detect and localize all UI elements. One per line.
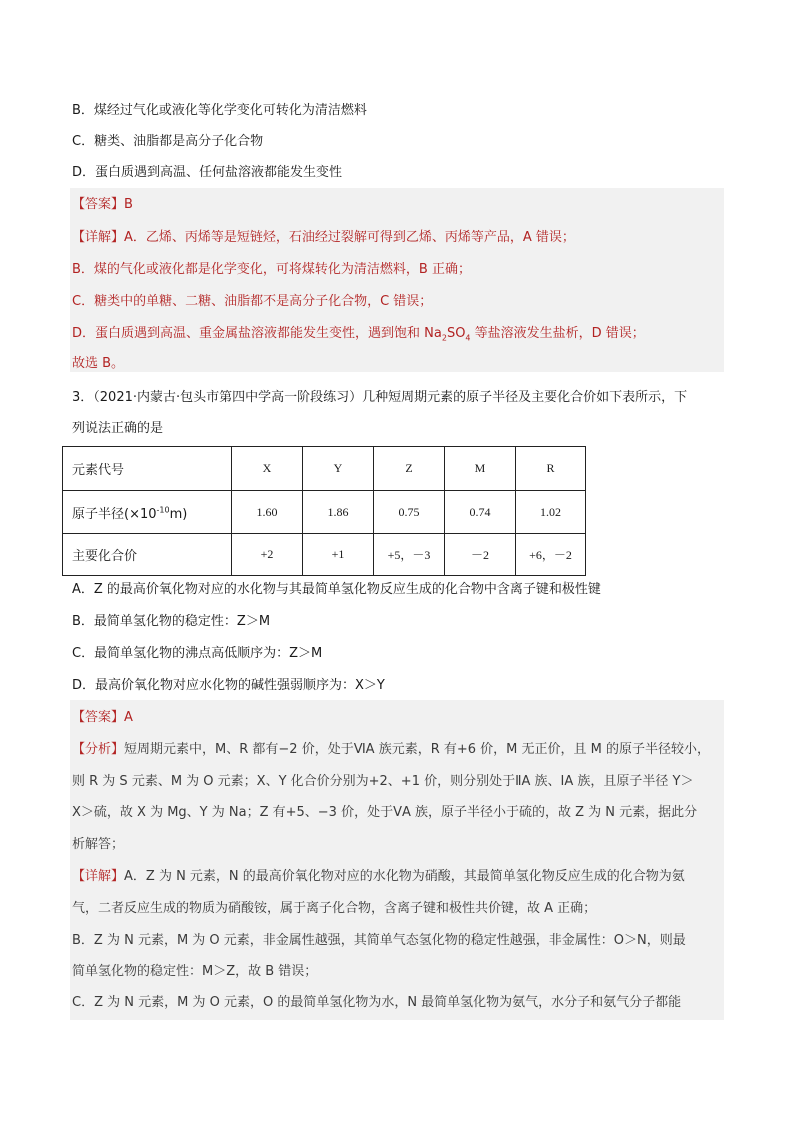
q2-detail-d bbox=[72, 325, 645, 343]
valence-label: 主要化合价 bbox=[63, 534, 232, 576]
q3-detail-l5: C．Z 为 N 元素，M 为 O 元素，O 的最简单氢化物为水，N 最简单氢化物为氨气，水分子和氨气分子都能 bbox=[72, 995, 682, 1010]
table-cell: 0.75 bbox=[374, 491, 445, 534]
analysis-text-1: 短周期元素中，M、R 都有−2 价，处于ⅥA 族元素，R 有+6 价，M 无正价，且 M 的原子半径较小， bbox=[124, 742, 711, 757]
q3-detail-l1 bbox=[72, 868, 685, 886]
answer-tag: 【答案】 bbox=[72, 197, 125, 212]
option-c: C．糖类、油脂都是高分子化合物 bbox=[72, 134, 264, 149]
table-cell: +2 bbox=[232, 534, 303, 576]
detail-d-mid: SO bbox=[446, 326, 466, 341]
detail-d-sub1: 2 bbox=[441, 333, 447, 343]
detail-a-text: A．乙烯、丙烯等是短链烃，石油经过裂解可得到乙烯、丙烯等产品，A 错误； bbox=[124, 230, 575, 245]
q3-analysis-l3: X＞硫，故 X 为 Mg、Y 为 Na；Z 有+5、−3 价，处于ⅤA 族，原子半径小于硫的，故 Z 为 N 元素，据此分 bbox=[72, 805, 698, 820]
table-header-cell: 元素代号 bbox=[63, 447, 232, 491]
table-cell: +5，－3 bbox=[374, 534, 445, 576]
radius-label-pre: 原子半径(×10 bbox=[72, 506, 157, 522]
q3-detail-l2: 气，二者反应生成的物质为硝酸铵，属于离子化合物，含离子键和极性共价键，故 A 正确； bbox=[72, 901, 597, 916]
q2-detail-b: B．煤的气化或液化都是化学变化，可将煤转化为清洁燃料，B 正确； bbox=[72, 262, 471, 277]
table-cell: 1.60 bbox=[232, 491, 303, 534]
table-row bbox=[63, 491, 586, 534]
table-cell: 1.86 bbox=[303, 491, 374, 534]
table-row bbox=[63, 447, 586, 491]
table-header-cell: M bbox=[445, 447, 516, 491]
detail-d-post: 等盐溶液发生盐析，D 错误； bbox=[470, 326, 645, 341]
detail-tag: 【详解】 bbox=[72, 869, 125, 884]
analysis-tag: 【分析】 bbox=[72, 742, 125, 757]
table-header-cell: X bbox=[232, 447, 303, 491]
q2-solution-panel bbox=[70, 188, 724, 372]
table-cell: +1 bbox=[303, 534, 374, 576]
q3-detail-l3: B．Z 为 N 元素，M 为 O 元素，非金属性越强，其简单气态氢化物的稳定性越强，非金属性：O＞N，则最 bbox=[72, 933, 686, 948]
q3-stem-line1: 3．（2021·内蒙古·包头市第四中学高一阶段练习）几种短周期元素的原子半径及主要化合价如下表所示，下 bbox=[72, 390, 688, 405]
answer-value: A bbox=[124, 710, 133, 725]
table-row bbox=[63, 534, 586, 576]
option-b: B．煤经过气化或液化等化学变化可转化为清洁燃料 bbox=[72, 103, 367, 118]
detail-d-sub2: 4 bbox=[465, 333, 471, 343]
table-header-cell: R bbox=[516, 447, 586, 491]
q2-detail-c: C．糖类中的单糖、二糖、油脂都不是高分子化合物，C 错误； bbox=[72, 294, 433, 309]
q3-option-b: B．最简单氢化物的稳定性：Z＞M bbox=[72, 614, 271, 629]
answer-tag: 【答案】 bbox=[72, 710, 125, 725]
element-table bbox=[62, 446, 586, 576]
q3-option-d: D．最高价氧化物对应水化物的碱性强弱顺序为：X＞Y bbox=[72, 678, 385, 693]
table-cell: －2 bbox=[445, 534, 516, 576]
q2-conclusion: 故选 B。 bbox=[72, 356, 125, 371]
q3-option-a: A．Z 的最高价氧化物对应的水化物与其最简单氢化物反应生成的化合物中含离子键和极性键 bbox=[72, 582, 601, 597]
detail-text-1: A．Z 为 N 元素，N 的最高价氧化物对应的水化物为硝酸，其最简单氢化物反应生成的化合物为氨 bbox=[124, 869, 685, 884]
q3-option-c: C．最简单氢化物的沸点高低顺序为：Z＞M bbox=[72, 646, 323, 661]
radius-label-post: m) bbox=[169, 506, 188, 522]
table-cell: +6，－2 bbox=[516, 534, 586, 576]
q3-analysis-l2: 则 R 为 S 元素、M 为 O 元素；X、Y 化合价分别为+2、+1 价，则分别处于ⅡA 族、ⅠA 族，且原子半径 Y＞ bbox=[72, 774, 694, 789]
q2-answer-line bbox=[72, 196, 133, 214]
option-d: D．蛋白质遇到高温、任何盐溶液都能发生变性 bbox=[72, 165, 343, 180]
radius-label bbox=[63, 491, 232, 534]
table-cell: 0.74 bbox=[445, 491, 516, 534]
radius-label-sup: -10 bbox=[156, 505, 170, 515]
answer-value: B bbox=[124, 197, 133, 212]
q3-detail-l4: 简单氢化物的稳定性：M＞Z，故 B 错误； bbox=[72, 964, 318, 979]
q2-detail-a bbox=[72, 229, 575, 247]
table-header-cell: Y bbox=[303, 447, 374, 491]
table-cell: 1.02 bbox=[516, 491, 586, 534]
detail-d-pre: D．蛋白质遇到高温、重金属盐溶液都能发生变性，遇到饱和 Na bbox=[72, 326, 442, 341]
q3-analysis-l1 bbox=[72, 741, 710, 759]
detail-tag: 【详解】 bbox=[72, 230, 125, 245]
table-header-cell: Z bbox=[374, 447, 445, 491]
q3-answer-line bbox=[72, 709, 133, 727]
q3-stem-line2: 列说法正确的是 bbox=[72, 421, 164, 436]
q3-analysis-l4: 析解答； bbox=[72, 837, 125, 852]
